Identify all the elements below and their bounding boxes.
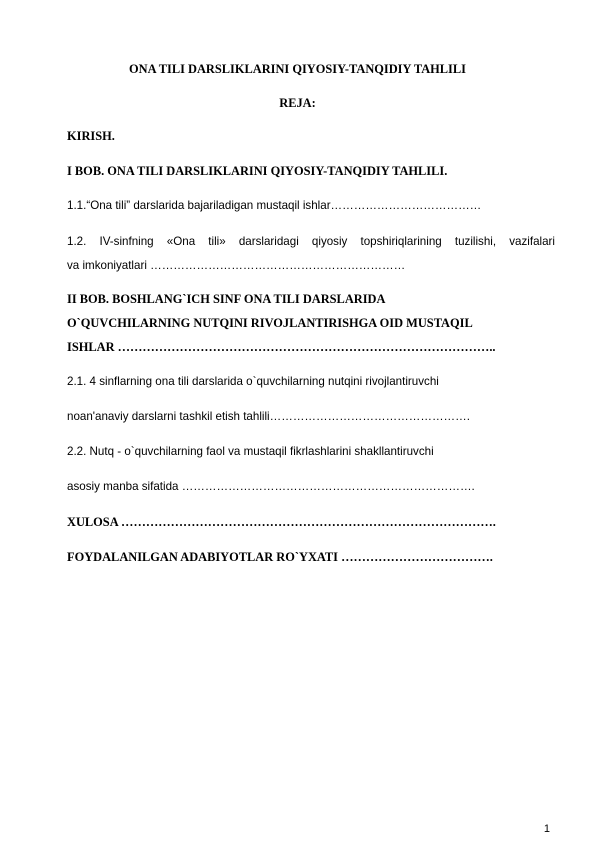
- plan-heading: REJA:: [279, 96, 316, 110]
- toc-item-2-1-line2: noan'anaviy darslarni tashkil etish tahlili…………………………………………….: [67, 410, 470, 423]
- toc-item-2-2-line2: asosiy manba sifatida ………………………………………………………………….: [67, 480, 475, 493]
- conclusion-heading: XULOSA ……………………………………………………………………………….: [67, 515, 496, 529]
- intro-heading: KIRISH.: [67, 129, 115, 143]
- toc-item-1-2-line1: 1.2. IV-sinfning «Ona tili» darslaridagi qiyosiy topshiriqlarining tuzilishi, vazifalari: [67, 235, 555, 248]
- chapter1-heading: I BOB. ONA TILI DARSLIKLARINI QIYOSIY-TANQIDIY TAHLILI.: [67, 164, 448, 178]
- references-heading: FOYDALANILGAN ADABIYOTLAR RO`YXATI ……………………………….: [67, 550, 493, 564]
- toc-item-1-2-line2: va imkoniyatlari …………………………………………………………: [67, 259, 406, 272]
- document-title: ONA TILI DARSLIKLARINI QIYOSIY-TANQIDIY TAHLILI: [129, 62, 466, 76]
- chapter2-heading-line1: II BOB. BOSHLANG`ICH SINF ONA TILI DARSLARIDA: [67, 292, 386, 306]
- toc-item-1-1: 1.1.“Ona tili” darslarida bajariladigan mustaqil ishlar…………………………………: [67, 199, 482, 212]
- chapter2-heading-line2: O`QUVCHILARNING NUTQINI RIVOJLANTIRISHGA OID MUSTAQIL: [67, 316, 473, 330]
- toc-item-2-1-line1: 2.1. 4 sinflarning ona tili darslarida o`quvchilarning nutqini rivojlantiruvchi: [67, 375, 439, 388]
- page-number: 1: [543, 823, 550, 835]
- toc-item-2-2-line1: 2.2. Nutq - o`quvchilarning faol va mustaqil fikrlashlarini shakllantiruvchi: [67, 445, 434, 458]
- chapter2-heading-line3: ISHLAR ………………………………………………………………………………..: [67, 340, 496, 354]
